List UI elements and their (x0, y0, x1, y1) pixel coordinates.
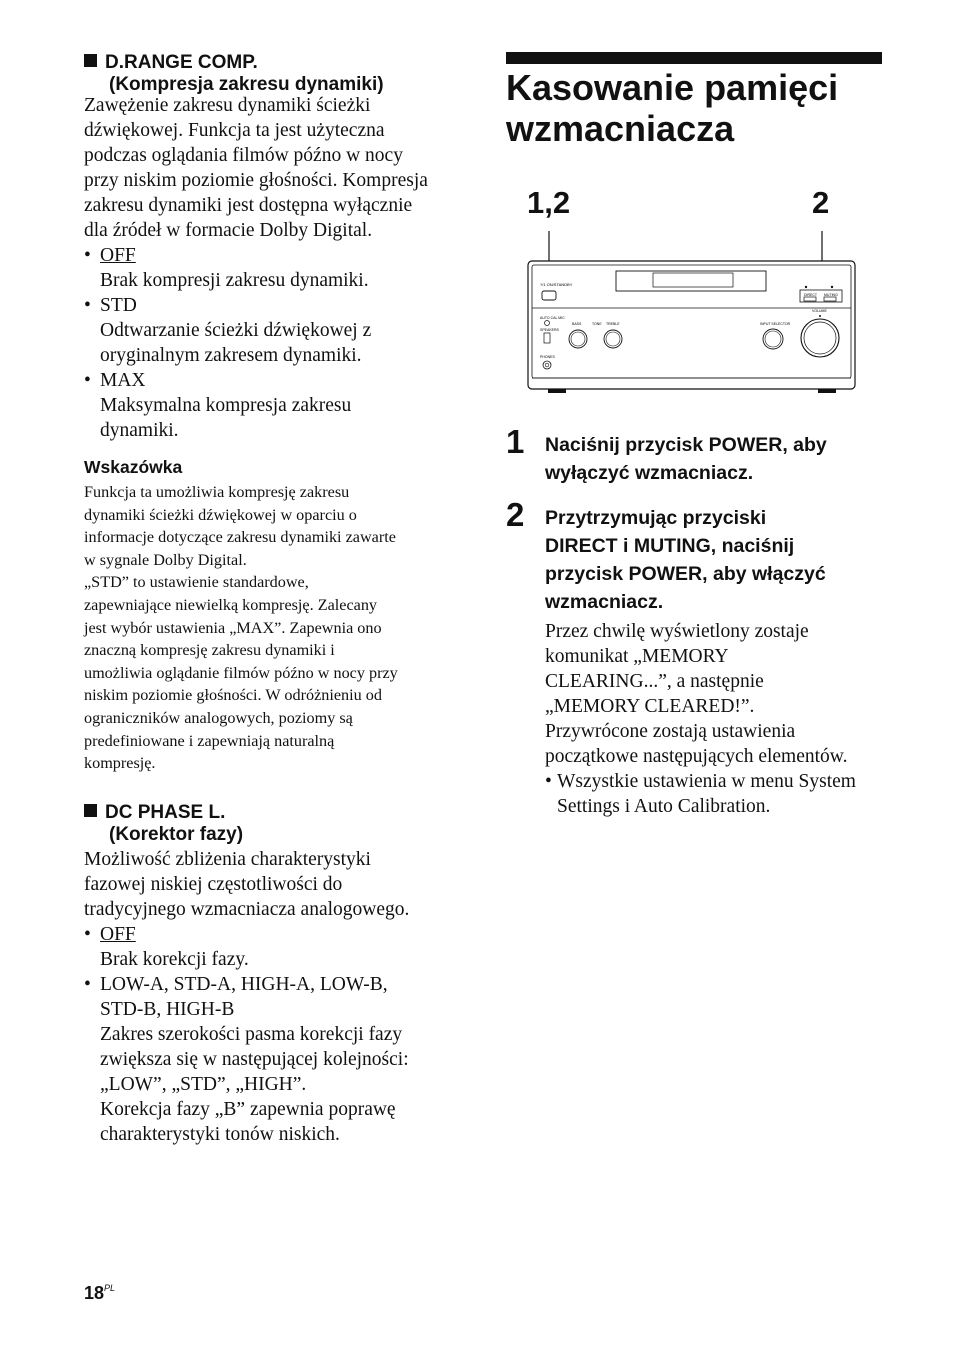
option-desc: Brak korekcji fazy. (100, 949, 249, 970)
option-desc: zwiększa się w następującej kolejności: (100, 1049, 409, 1070)
tip-heading: Wskazówka (84, 457, 183, 477)
tip-line: ograniczników analogowych, poziomy są (84, 708, 353, 727)
tip-line: znaczną kompresję zakresu dynamiki i (84, 641, 335, 660)
option-std: • STD (84, 295, 137, 316)
tip-line: umożliwia oglądanie filmów późno w nocy przy (84, 663, 398, 682)
volume-label: VOLUME (812, 309, 827, 313)
page-language-suffix: PL (104, 1283, 116, 1293)
receiver-illustration (520, 225, 865, 395)
option-name: STD-B, HIGH-B (100, 999, 235, 1020)
step-line: Przytrzymując przyciski (545, 507, 767, 529)
step-line: wyłączyć wzmacniacz. (545, 462, 754, 484)
text-line: CLEARING...”, a następnie (545, 671, 764, 692)
step-line: Naciśnij przycisk POWER, aby (545, 434, 827, 456)
text-line: zakresu dynamiki jest dostępna wyłącznie (84, 195, 413, 216)
bass-label: BASS (572, 322, 582, 326)
tip-line: Funkcja ta umożliwia kompresję zakresu (84, 483, 350, 501)
step-line: przycisk POWER, aby włączyć (545, 563, 826, 585)
tip-line: w sygnale Dolby Digital. (84, 550, 247, 569)
direct-button[interactable] (804, 297, 816, 301)
option-desc: charakterystyki tonów niskich. (100, 1124, 340, 1145)
power-button[interactable] (542, 291, 556, 300)
option-desc: Odtwarzanie ścieżki dźwiękowej z (100, 320, 372, 341)
option-desc: Maksymalna kompresja zakresu (100, 395, 352, 416)
option-desc: oryginalnym zakresem dynamiki. (100, 345, 362, 366)
text-line: dźwiękowej. Funkcja ta jest użyteczna (84, 120, 385, 141)
step-2-text (545, 504, 885, 616)
text-line: Przywrócone zostają ustawienia (545, 721, 796, 742)
option-off: • OFF (84, 924, 136, 945)
step-1-text (545, 431, 885, 487)
tip-line: predefiniowane i zapewniają naturalną (84, 731, 335, 750)
option-name: MAX (100, 370, 146, 391)
text-line: komunikat „MEMORY (545, 646, 729, 667)
drange-heading (84, 52, 384, 96)
tip-body (84, 481, 469, 775)
option-name: LOW-A, STD-A, HIGH-A, LOW-B, (100, 974, 388, 995)
phones-label: PHONES (540, 355, 555, 359)
text-line: Przez chwilę wyświetlony zostaje (545, 621, 809, 642)
tip-line: „STD” to ustawienie standardowe, (84, 573, 309, 592)
option-off: • OFF (84, 245, 136, 266)
text-line: początkowe następujących elementów. (545, 746, 848, 767)
title-rule (506, 52, 882, 64)
section-square-icon (84, 804, 97, 817)
page-number (84, 1283, 115, 1304)
text-line: przy niskim poziomie głośności. Kompresja (84, 170, 428, 191)
step-2-bullet: • Wszystkie ustawienia w menu System (545, 771, 856, 792)
drange-subtitle: (Kompresja zakresu dynamiki) (109, 74, 384, 95)
dcphase-subtitle: (Korektor fazy) (109, 824, 244, 845)
tip-line: kompresję. (84, 754, 156, 773)
text-line: Zawężenie zakresu dynamiki ścieżki (84, 95, 371, 116)
text-line: tradycyjnego wzmacniacza analogowego. (84, 899, 410, 920)
page-number-value: 18 (84, 1283, 105, 1303)
input-selector-label: INPUT SELECTOR (760, 322, 791, 326)
tip-line: informacje dotyczące zakresu dynamiki zawarte (84, 528, 396, 547)
power-label: ?/1 ON/STANDBY (540, 282, 573, 287)
tip-line: dynamiki ścieżki dźwiękowej w oparciu o (84, 505, 357, 524)
tip-line: zapewniające niewielką kompresję. Zalecany (84, 595, 378, 614)
title-line: Kasowanie pamięci (506, 67, 839, 108)
option-desc: Korekcja fazy „B” zapewnia poprawę (100, 1099, 396, 1120)
muting-label: MUTING (824, 293, 838, 297)
speakers-label: SPEAKERS (540, 328, 559, 332)
dcphase-title: DC PHASE L. (105, 802, 226, 823)
option-phase-modes: • LOW-A, STD-A, HIGH-A, LOW-B, (84, 974, 388, 995)
page-title (506, 67, 838, 149)
option-desc: Brak kompresji zakresu dynamiki. (100, 270, 369, 291)
bullet-text: Settings i Auto Calibration. (557, 796, 771, 817)
step-line: DIRECT i MUTING, naciśnij (545, 535, 795, 557)
auto-cal-label: AUTO CAL MIC (540, 316, 565, 320)
direct-label: DIRECT (804, 293, 818, 297)
option-name: OFF (100, 245, 136, 266)
step-1-number: 1 (506, 423, 525, 460)
step-2-number: 2 (506, 496, 525, 533)
treble-label: TREBLE (606, 322, 620, 326)
option-desc: Zakres szerokości pasma korekcji fazy (100, 1024, 403, 1045)
dcphase-body (84, 847, 464, 1147)
step-2-body (545, 619, 895, 819)
text-line: „MEMORY CLEARED!”. (545, 696, 755, 717)
text-line: podczas oglądania filmów późno w nocy (84, 145, 403, 166)
callout-power: 1,2 (527, 185, 571, 220)
drange-body (84, 93, 464, 443)
callout-direct-muting: 2 (812, 185, 830, 220)
option-name: STD (100, 295, 137, 316)
option-desc: „LOW”, „STD”, „HIGH”. (100, 1074, 307, 1095)
option-max: • MAX (84, 370, 146, 391)
tip-line: niskim poziomie głośności. W odróżnieniu od (84, 686, 382, 705)
bullet-text: Wszystkie ustawienia w menu System (557, 771, 856, 792)
option-name: OFF (100, 924, 136, 945)
muting-button[interactable] (824, 297, 836, 301)
tone-label: TONE (592, 322, 602, 326)
option-desc: dynamiki. (100, 420, 179, 441)
drange-title: D.RANGE COMP. (105, 52, 258, 73)
text-line: dla źródeł w formacie Dolby Digital. (84, 220, 373, 241)
dcphase-heading (84, 802, 243, 846)
text-line: Możliwość zbliżenia charakterystyki (84, 849, 371, 870)
title-line: wzmacniacza (506, 108, 735, 149)
tip-line: jest wybór ustawienia „MAX”. Zapewnia ono (84, 618, 382, 637)
text-line: fazowej niskiej częstotliwości do (84, 874, 343, 895)
section-square-icon (84, 54, 97, 67)
step-line: wzmacniacz. (545, 591, 664, 613)
